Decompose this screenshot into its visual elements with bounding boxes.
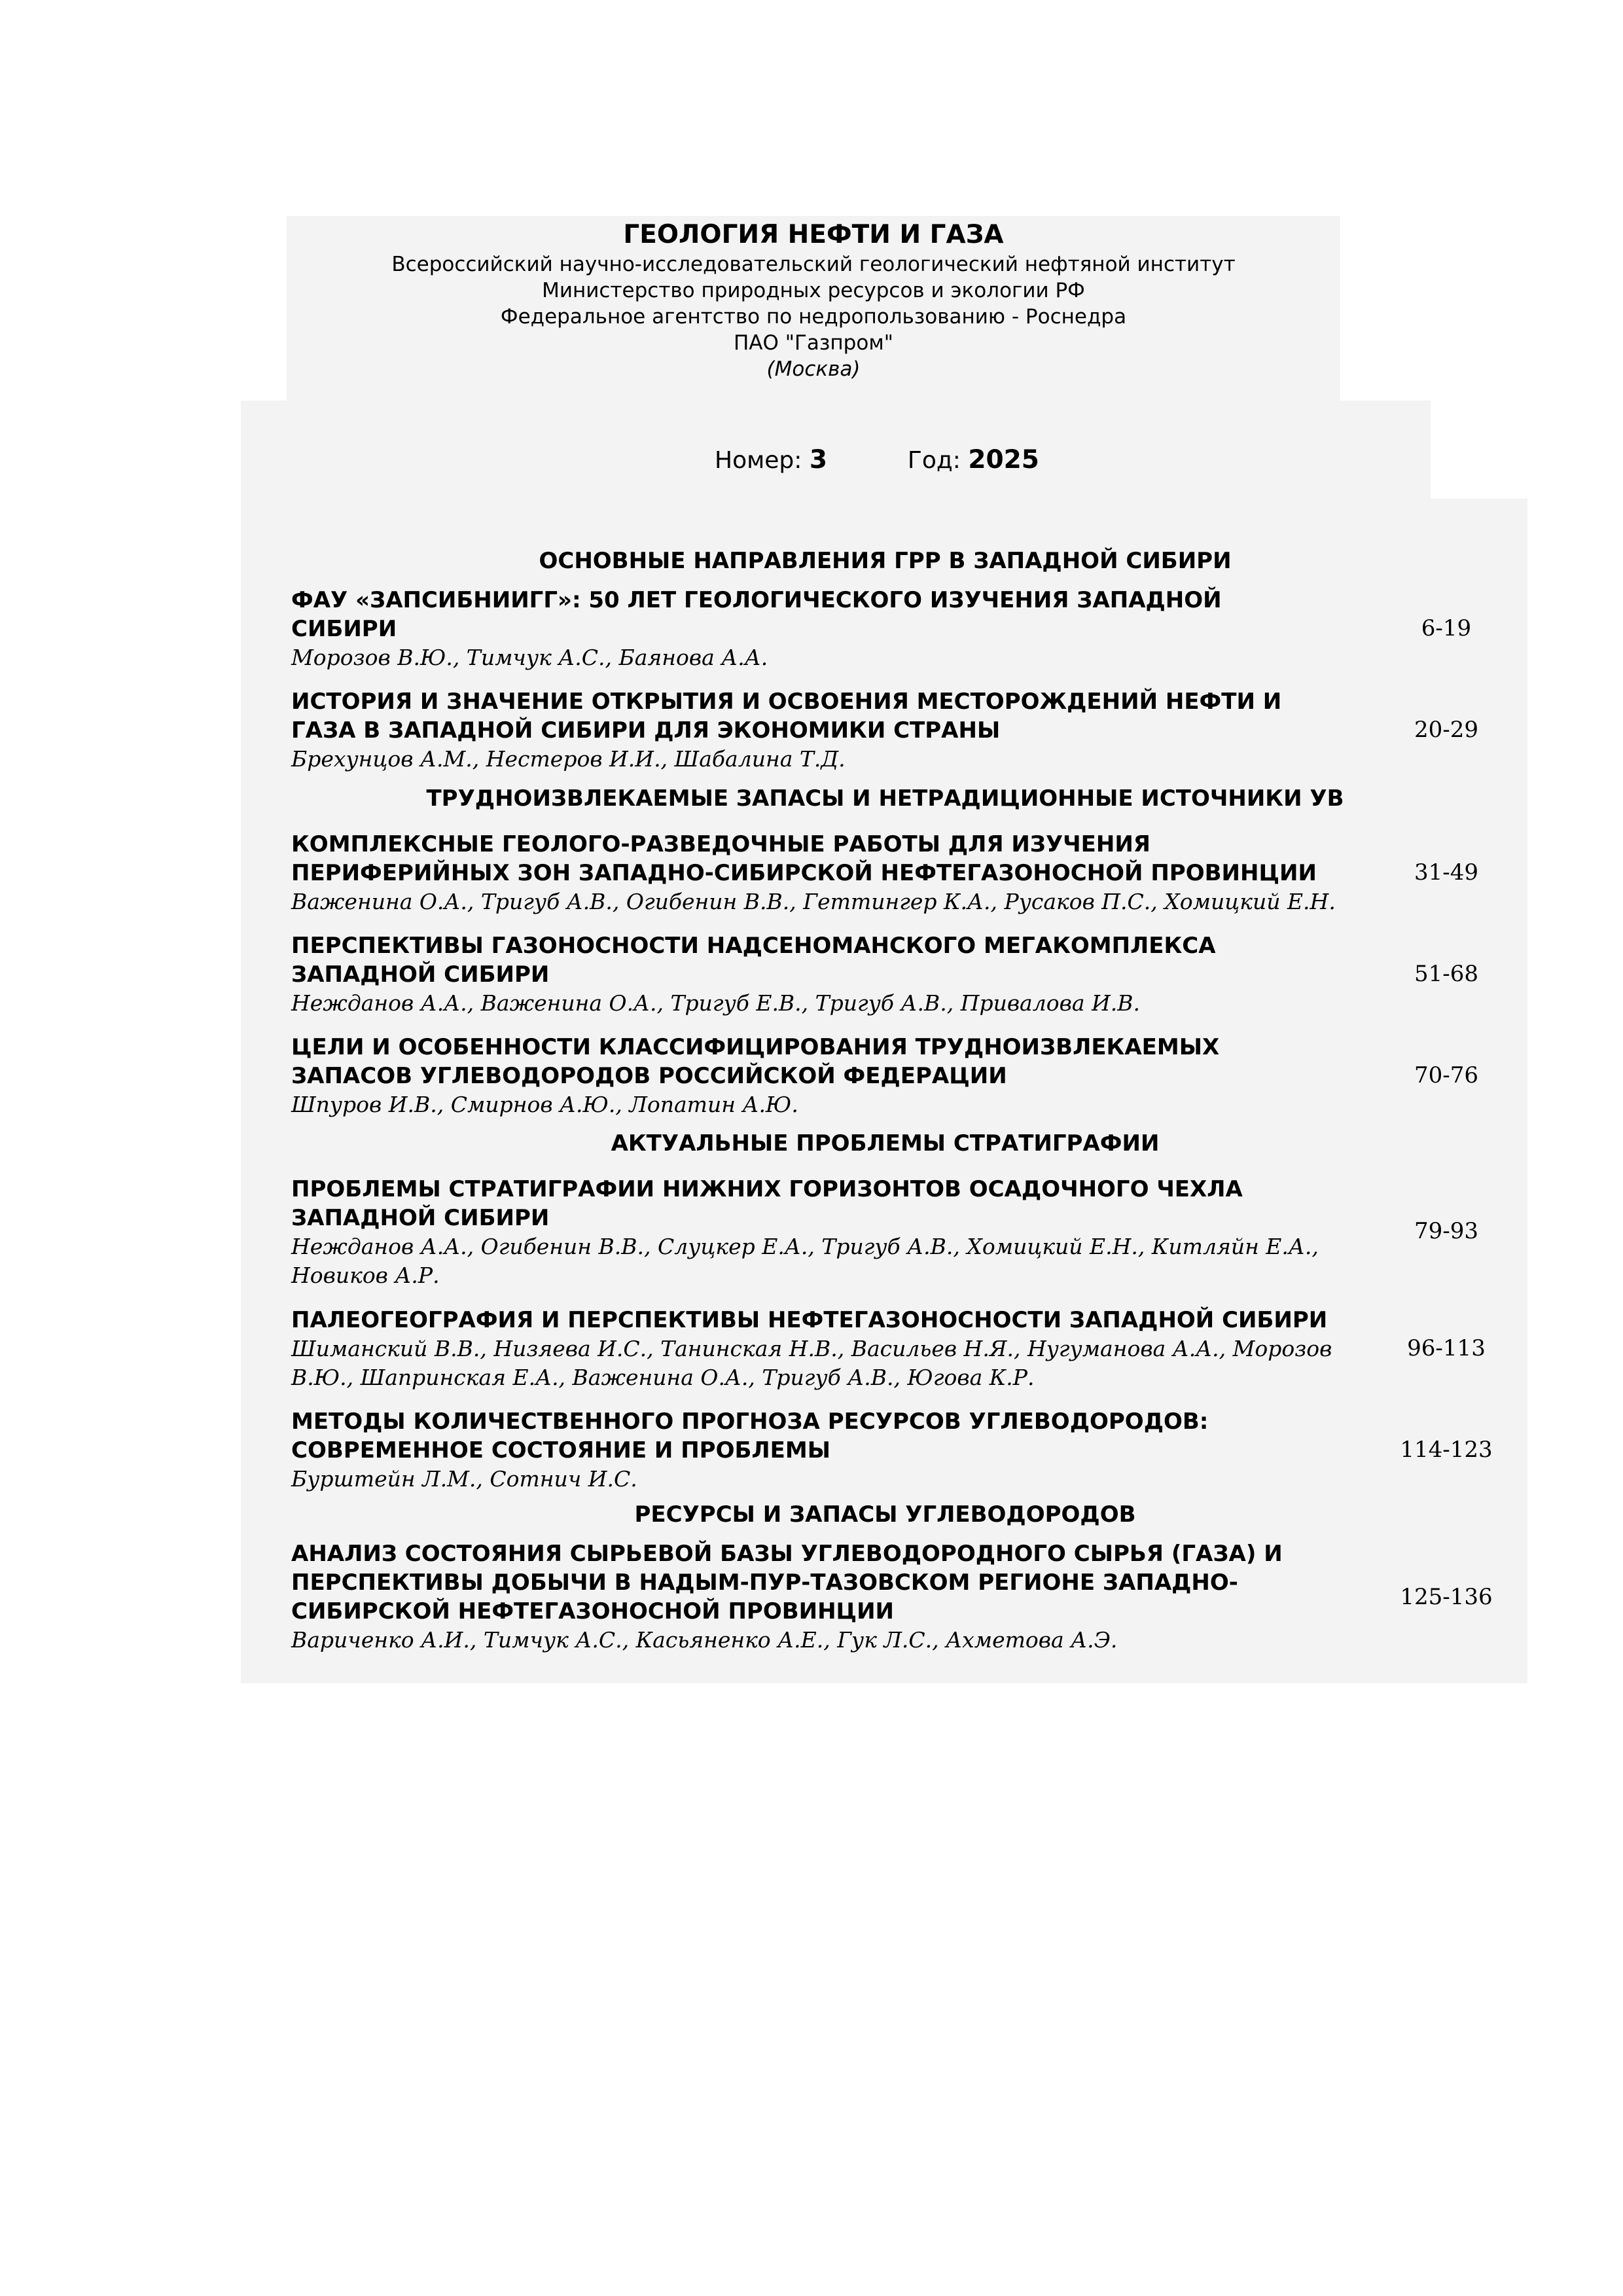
article-authors-line: В.Ю., Шапринская Е.А., Важенина О.А., Тригуб А.В., Югова К.Р. bbox=[291, 1365, 1035, 1390]
article-pages: 125-136 bbox=[1400, 1584, 1493, 1610]
section-heading: РЕСУРСЫ И ЗАПАСЫ УГЛЕВОДОРОДОВ bbox=[634, 1501, 1136, 1528]
article-title-line: ИСТОРИЯ И ЗНАЧЕНИЕ ОТКРЫТИЯ И ОСВОЕНИЯ МЕСТОРОЖДЕНИЙ НЕФТИ И bbox=[291, 689, 1282, 715]
toc-entry bbox=[291, 1539, 1558, 1655]
article-authors-line: Шиманский В.В., Низяева И.С., Танинская Н.В., Васильев Н.Я., Нугуманова А.А., Морозов bbox=[291, 1336, 1332, 1361]
section-heading: ТРУДНОИЗВЛЕКАЕМЫЕ ЗАПАСЫ И НЕТРАДИЦИОННЫЕ ИСТОЧНИКИ УВ bbox=[426, 785, 1344, 812]
issue-number: 3 bbox=[809, 445, 827, 475]
article-authors-line: Важенина О.А., Тригуб А.В., Огибенин В.В., Геттингер К.А., Русаков П.С., Хомицкий Е.Н. bbox=[291, 889, 1336, 914]
article-pages: 51-68 bbox=[1414, 961, 1478, 987]
article-pages: 70-76 bbox=[1414, 1062, 1478, 1088]
article-title-line: ПРОБЛЕМЫ СТРАТИГРАФИИ НИЖНИХ ГОРИЗОНТОВ ОСАДОЧНОГО ЧЕХЛА bbox=[291, 1176, 1243, 1202]
article-authors-line: Бурштейн Л.М., Сотнич И.С. bbox=[291, 1466, 637, 1492]
article-title-line: ЗАПАДНОЙ СИБИРИ bbox=[291, 961, 550, 988]
section-heading: ОСНОВНЫЕ НАПРАВЛЕНИЯ ГРР В ЗАПАДНОЙ СИБИРИ bbox=[539, 548, 1232, 574]
article-pages: 114-123 bbox=[1400, 1437, 1493, 1463]
publisher-city: (Москва) bbox=[766, 357, 861, 381]
publisher-line: ПАО "Газпром" bbox=[734, 331, 893, 355]
article-title-line: ЗАПАСОВ УГЛЕВОДОРОДОВ РОССИЙСКОЙ ФЕДЕРАЦИИ bbox=[291, 1063, 1007, 1089]
toc-entry bbox=[291, 687, 1558, 774]
toc-entry bbox=[291, 931, 1558, 1018]
toc-entry bbox=[291, 586, 1558, 672]
article-authors-line: Нежданов А.А., Важенина О.А., Тригуб Е.В., Тригуб А.В., Привалова И.В. bbox=[291, 990, 1140, 1016]
article-title-line: СОВРЕМЕННОЕ СОСТОЯНИЕ И ПРОБЛЕМЫ bbox=[291, 1437, 830, 1463]
publisher-line: Министерство природных ресурсов и экологии РФ bbox=[542, 279, 1085, 302]
article-pages: 79-93 bbox=[1414, 1218, 1478, 1244]
article-title-line: АНАЛИЗ СОСТОЯНИЯ СЫРЬЕВОЙ БАЗЫ УГЛЕВОДОРОДНОГО СЫРЬЯ (ГАЗА) И bbox=[291, 1541, 1283, 1567]
issue-year-label: Год: bbox=[907, 447, 961, 474]
issue-year: 2025 bbox=[968, 445, 1039, 475]
article-title-line: СИБИРСКОЙ НЕФТЕГАЗОНОСНОЙ ПРОВИНЦИИ bbox=[291, 1598, 895, 1624]
article-title-line: ПЕРИФЕРИЙНЫХ ЗОН ЗАПАДНО-СИБИРСКОЙ НЕФТЕГАЗОНОСНОЙ ПРОВИНЦИИ bbox=[291, 860, 1317, 886]
article-authors-line: Новиков А.Р. bbox=[291, 1263, 440, 1288]
section-heading: АКТУАЛЬНЫЕ ПРОБЛЕМЫ СТРАТИГРАФИИ bbox=[611, 1130, 1160, 1157]
article-authors-line: Морозов В.Ю., Тимчук А.С., Баянова А.А. bbox=[291, 645, 768, 670]
toc-entry bbox=[291, 1033, 1558, 1119]
article-authors-line: Вариченко А.И., Тимчук А.С., Касьяненко А.Е., Гук Л.С., Ахметова А.Э. bbox=[291, 1627, 1118, 1653]
article-title-line: ПАЛЕОГЕОГРАФИЯ И ПЕРСПЕКТИВЫ НЕФТЕГАЗОНОСНОСТИ ЗАПАДНОЙ СИБИРИ bbox=[291, 1307, 1328, 1333]
toc-entry bbox=[291, 1407, 1558, 1494]
toc-entry bbox=[291, 1175, 1558, 1290]
article-title-line: ЦЕЛИ И ОСОБЕННОСТИ КЛАССИФИЦИРОВАНИЯ ТРУДНОИЗВЛЕКАЕМЫХ bbox=[291, 1034, 1220, 1060]
article-title-line: ПЕРСПЕКТИВЫ ГАЗОНОСНОСТИ НАДСЕНОМАНСКОГО МЕГАКОМПЛЕКСА bbox=[291, 933, 1216, 959]
issue-info bbox=[715, 444, 1039, 477]
article-authors-line: Нежданов А.А., Огибенин В.В., Слуцкер Е.А., Тригуб А.В., Хомицкий Е.Н., Китляйн Е.А., bbox=[291, 1234, 1319, 1259]
toc-entry bbox=[291, 830, 1558, 916]
article-title-line: МЕТОДЫ КОЛИЧЕСТВЕННОГО ПРОГНОЗА РЕСУРСОВ УГЛЕВОДОРОДОВ: bbox=[291, 1408, 1209, 1435]
article-title-line: ЗАПАДНОЙ СИБИРИ bbox=[291, 1205, 550, 1231]
article-title-line: КОМПЛЕКСНЫЕ ГЕОЛОГО-РАЗВЕДОЧНЫЕ РАБОТЫ ДЛЯ ИЗУЧЕНИЯ bbox=[291, 831, 1150, 857]
article-pages: 96-113 bbox=[1407, 1335, 1486, 1361]
issue-number-label: Номер: bbox=[715, 447, 802, 474]
article-authors-line: Шпуров И.В., Смирнов А.Ю., Лопатин А.Ю. bbox=[291, 1092, 798, 1117]
article-title-line: СИБИРИ bbox=[291, 616, 397, 642]
journal-title: ГЕОЛОГИЯ НЕФТИ И ГАЗА bbox=[623, 220, 1004, 249]
article-title-line: ФАУ «ЗАПСИБНИИГГ»: 50 ЛЕТ ГЕОЛОГИЧЕСКОГО ИЗУЧЕНИЯ ЗАПАДНОЙ bbox=[291, 587, 1222, 613]
article-pages: 31-49 bbox=[1414, 859, 1478, 886]
publisher-line: Федеральное агентство по недропользованию - Роснедра bbox=[500, 305, 1127, 329]
article-title-line: ГАЗА В ЗАПАДНОЙ СИБИРИ ДЛЯ ЭКОНОМИКИ СТРАНЫ bbox=[291, 717, 1001, 744]
article-title-line: ПЕРСПЕКТИВЫ ДОБЫЧИ В НАДЫМ-ПУР-ТАЗОВСКОМ РЕГИОНЕ ЗАПАДНО- bbox=[291, 1570, 1238, 1596]
article-pages: 6-19 bbox=[1421, 615, 1472, 641]
article-authors-line: Брехунцов А.М., Нестеров И.И., Шабалина Т.Д. bbox=[291, 746, 846, 772]
toc-entry bbox=[291, 1306, 1558, 1392]
article-pages: 20-29 bbox=[1414, 717, 1478, 743]
publisher-line: Всероссийский научно-исследовательский геологический нефтяной институт bbox=[391, 253, 1236, 276]
